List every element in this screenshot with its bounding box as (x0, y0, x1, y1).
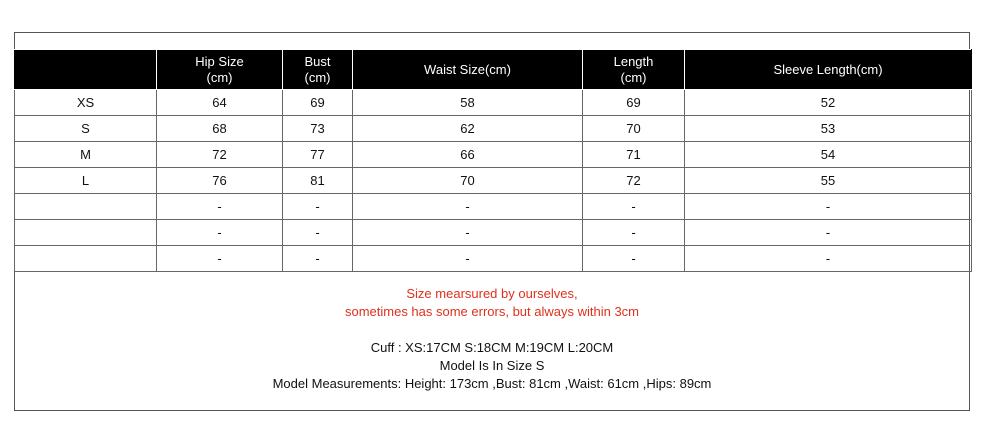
waist-value: 66 (353, 142, 583, 168)
size-table (14, 49, 972, 272)
model-size: Model Is In Size S (439, 358, 545, 373)
size-label: M (15, 142, 157, 168)
table-row (15, 90, 972, 116)
sleeve-value: - (685, 246, 972, 272)
size-label (15, 246, 157, 272)
hip-value: 64 (157, 90, 283, 116)
length-value: - (583, 246, 685, 272)
header-waist-size: Waist Size(cm) (353, 50, 583, 90)
sleeve-value: - (685, 220, 972, 246)
length-value: - (583, 220, 685, 246)
measurement-notes (14, 285, 970, 393)
header-length: Length (cm) (583, 50, 685, 90)
length-value: 72 (583, 168, 685, 194)
size-label: XS (15, 90, 157, 116)
table-row (15, 194, 972, 220)
header-hip-size: Hip Size (cm) (157, 50, 283, 90)
table-row (15, 168, 972, 194)
hip-value: 72 (157, 142, 283, 168)
size-label (15, 220, 157, 246)
table-row (15, 246, 972, 272)
bust-value: 69 (283, 90, 353, 116)
bust-value: 77 (283, 142, 353, 168)
bust-value: 81 (283, 168, 353, 194)
header-sleeve-length: Sleeve Length(cm) (685, 50, 972, 90)
hip-value: 76 (157, 168, 283, 194)
table-row (15, 220, 972, 246)
waist-value: 70 (353, 168, 583, 194)
sleeve-value: 55 (685, 168, 972, 194)
cuff-sizes: Cuff : XS:17CM S:18CM M:19CM L:20CM (370, 340, 614, 355)
hip-value: - (157, 220, 283, 246)
header-size (15, 50, 157, 90)
hip-value: 68 (157, 116, 283, 142)
bust-value: 73 (283, 116, 353, 142)
sleeve-value: 53 (685, 116, 972, 142)
sleeve-value: 54 (685, 142, 972, 168)
header-bust: Bust (cm) (283, 50, 353, 90)
table-row (15, 142, 972, 168)
waist-value: - (353, 220, 583, 246)
measurement-warning-line1: Size mearsured by ourselves, (406, 286, 578, 301)
length-value: 69 (583, 90, 685, 116)
sleeve-value: 52 (685, 90, 972, 116)
bust-value: - (283, 194, 353, 220)
waist-value: 62 (353, 116, 583, 142)
bust-value: - (283, 220, 353, 246)
length-value: 70 (583, 116, 685, 142)
size-label: L (15, 168, 157, 194)
waist-value: - (353, 194, 583, 220)
notes-spacer (14, 321, 970, 339)
hip-value: - (157, 194, 283, 220)
waist-value: 58 (353, 90, 583, 116)
table-header-row (15, 50, 972, 90)
length-value: 71 (583, 142, 685, 168)
table-row (15, 116, 972, 142)
measurement-warning-line2: sometimes has some errors, but always within 3cm (344, 304, 640, 319)
hip-value: - (157, 246, 283, 272)
sleeve-value: - (685, 194, 972, 220)
size-label: S (15, 116, 157, 142)
waist-value: - (353, 246, 583, 272)
length-value: - (583, 194, 685, 220)
model-measurements: Model Measurements: Height: 173cm ,Bust: 81cm ,Waist: 61cm ,Hips: 89cm (272, 376, 712, 391)
size-label (15, 194, 157, 220)
bust-value: - (283, 246, 353, 272)
